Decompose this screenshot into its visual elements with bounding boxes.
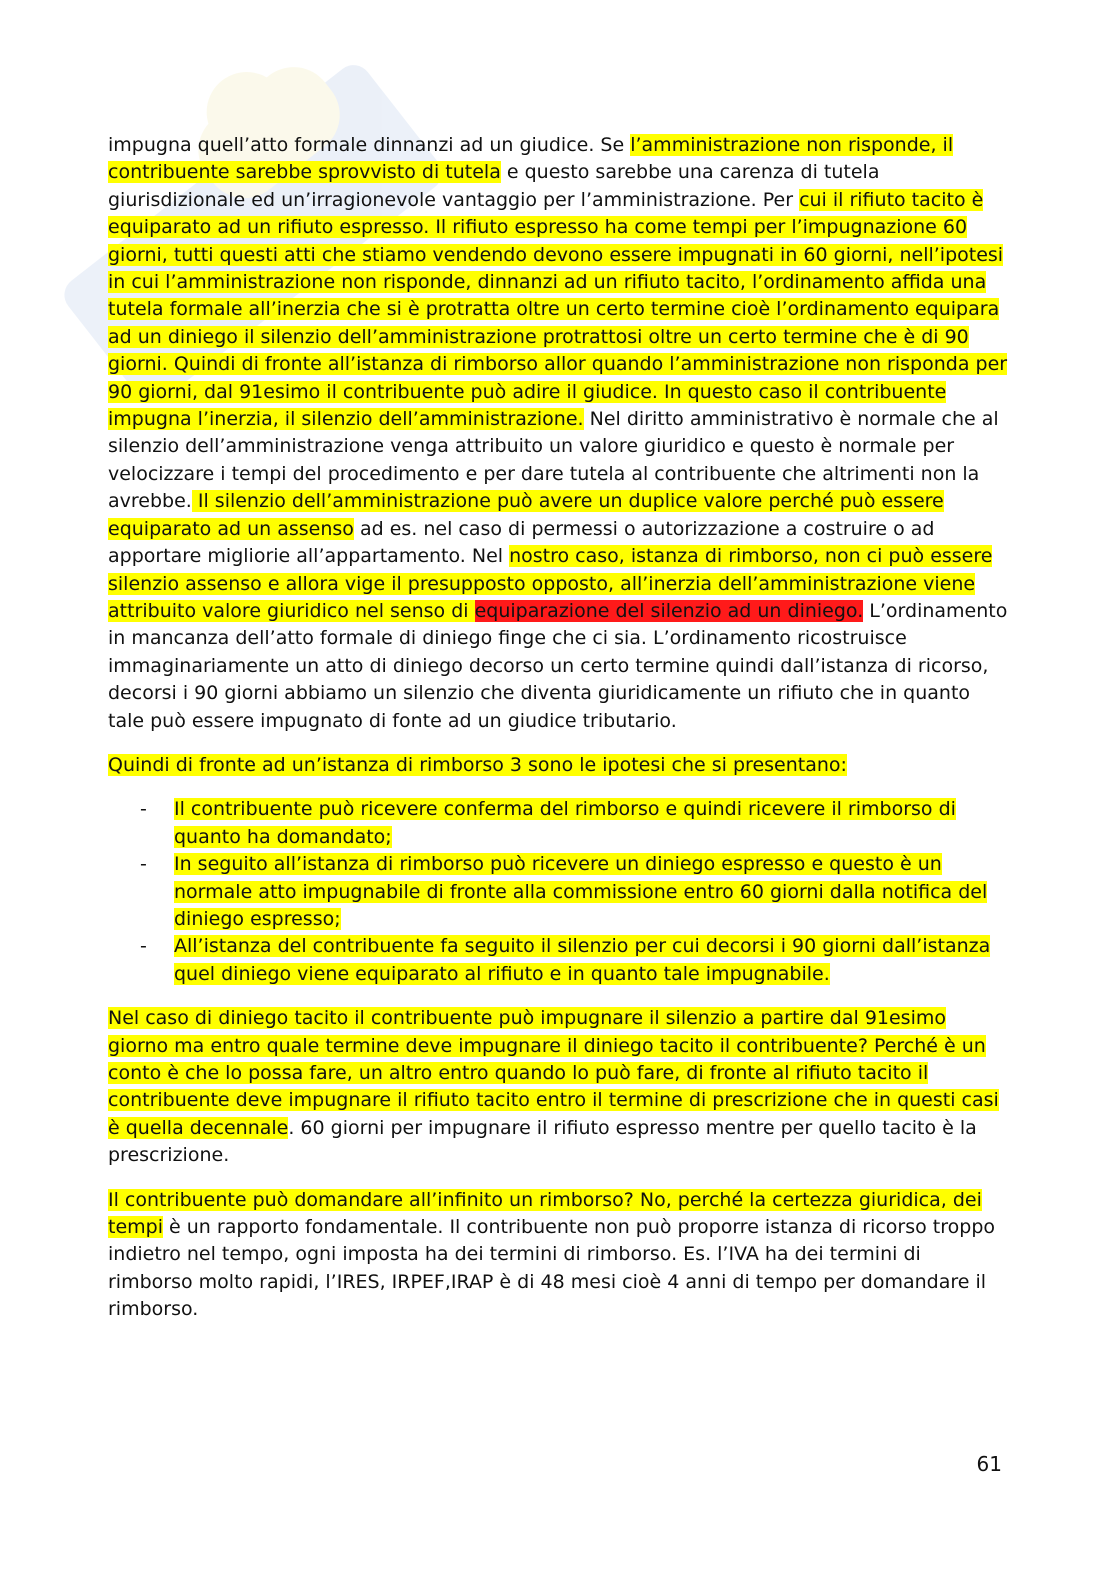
text-run: e questo sarebbe una carenza di tutela giurisdizionale ed un’irragionevole vantaggio per l’amministrazione. Per	[108, 161, 880, 211]
text-run: impugna quell’atto formale dinnanzi ad un giudice. Se	[108, 134, 631, 156]
highlighted-text: All’istanza del contribuente fa seguito il silenzio per cui decorsi i 90 giorni dall’istanza quel diniego viene equiparato al rifiuto e in quanto tale impugnabile.	[174, 935, 991, 985]
highlighted-text: In seguito all’istanza di rimborso può ricevere un diniego espresso e questo è un normale atto impugnabile di fronte alla commissione entro 60 giorni dalla notifica del diniego espresso;	[174, 853, 988, 930]
highlighted-text: Quindi di fronte ad un’istanza di rimborso 3 sono le ipotesi che si presentano:	[108, 753, 847, 776]
highlighted-text: Il contribuente può domandare all’infinito un rimborso? No, perché la certezza giuridica, dei tempi	[108, 1188, 982, 1239]
highlighted-text: nostro caso, istanza di rimborso, non ci può essere silenzio assenso e allora vige il presupposto opposto, all’inerzia dell’amministrazione viene attribuito valore giuridico nel senso di	[108, 545, 993, 622]
bullet-marker: -	[140, 798, 147, 821]
text-run: Nel diritto amministrativo è normale che al silenzio dell’amministrazione venga attribuito un valore giuridico e questo è normale per velocizzare i tempi del procedimento e per dare tutela al contribuente che altrimenti non la avrebbe.	[108, 408, 999, 513]
paragraphs-before-list	[108, 132, 1008, 779]
hypotheses-list	[108, 796, 1008, 988]
paragraph	[108, 1005, 1008, 1169]
page-number: 61	[976, 1452, 1002, 1476]
red-highlighted-text: equiparazione del silenzio ad un diniego.	[474, 599, 864, 622]
paragraph	[108, 752, 1008, 779]
document-body	[108, 132, 1008, 1341]
paragraph	[108, 132, 1008, 735]
highlighted-text: cui il rifiuto tacito è equiparato ad un rifiuto espresso. Il rifiuto espresso ha come tempi per l’impugnazione 60 giorni, tutti questi atti che stiamo vendendo devono essere impugnati in 60 giorni, nell’ipotesi in cui l’amministrazione non risponde, dinnanzi ad un rifiuto tacito, l’ordinamento affida una tutela formale all’inerzia che si è protratta oltre un certo termine cioè l’ordinamento equipara ad un diniego il silenzio dell’amministrazione protrattosi oltre un certo termine che è di 90 giorni. Quindi di fronte all’istanza di rimborso allor quando l’amministrazione non risponda per 90 giorni, dal 91esimo il contribuente può adire il giudice. In questo caso il contribuente impugna l’inerzia, il silenzio dell’amministrazione.	[108, 188, 1008, 431]
text-run: è un rapporto fondamentale. Il contribuente non può proporre istanza di ricorso troppo indietro nel tempo, ogni imposta ha dei termini di rimborso. Es. l’IVA ha dei termini di rimborso molto rapidi, l’IRES, IRPEF,IRAP è di 48 mesi cioè 4 anni di tempo per domandare il rimborso.	[108, 1216, 996, 1321]
highlighted-text: Il contribuente può ricevere conferma del rimborso e quindi ricevere il rimborso di quanto ha domandato;	[174, 798, 956, 848]
bullet-marker: -	[140, 853, 147, 876]
text-run: . 60 giorni per impugnare il rifiuto espresso mentre per quello tacito è la prescrizione.	[108, 1116, 977, 1167]
highlighted-text: l’amministrazione non risponde, il contribuente sarebbe sprovvisto di tutela	[108, 134, 954, 184]
list-item	[108, 796, 1008, 851]
text-run: ad es. nel caso di permessi o autorizzazione a costruire o ad apportare migliorie all’appartamento. Nel	[108, 517, 935, 568]
list-item	[108, 851, 1008, 933]
text-run: L’ordinamento in mancanza dell’atto formale di diniego finge che ci sia. L’ordinamento ricostruisce immaginariamente un atto di diniego decorso un certo termine quindi dall’istanza di ricorso, decorsi i 90 giorni abbiamo un silenzio che diventa giuridicamente un rifiuto che in quanto tale può essere impugnato di fonte ad un giudice tributario.	[108, 599, 1008, 732]
bullet-marker: -	[140, 935, 147, 958]
highlighted-text: Il silenzio dell’amministrazione può avere un duplice valore perché può essere equiparato ad un assenso	[108, 490, 944, 540]
paragraph	[108, 1187, 1008, 1324]
list-item	[108, 933, 1008, 988]
highlighted-text: Nel caso di diniego tacito il contribuente può impugnare il silenzio a partire dal 91esimo giorno ma entro quale termine deve impugnare il diniego tacito il contribuente? Perché è un conto è che lo possa fare, un altro entro quando lo può fare, di fronte al rifiuto tacito il contribuente deve impugnare il rifiuto tacito entro il termine di prescrizione che in questi casi è quella decennale	[108, 1007, 999, 1139]
paragraphs-after-list	[108, 1005, 1008, 1323]
